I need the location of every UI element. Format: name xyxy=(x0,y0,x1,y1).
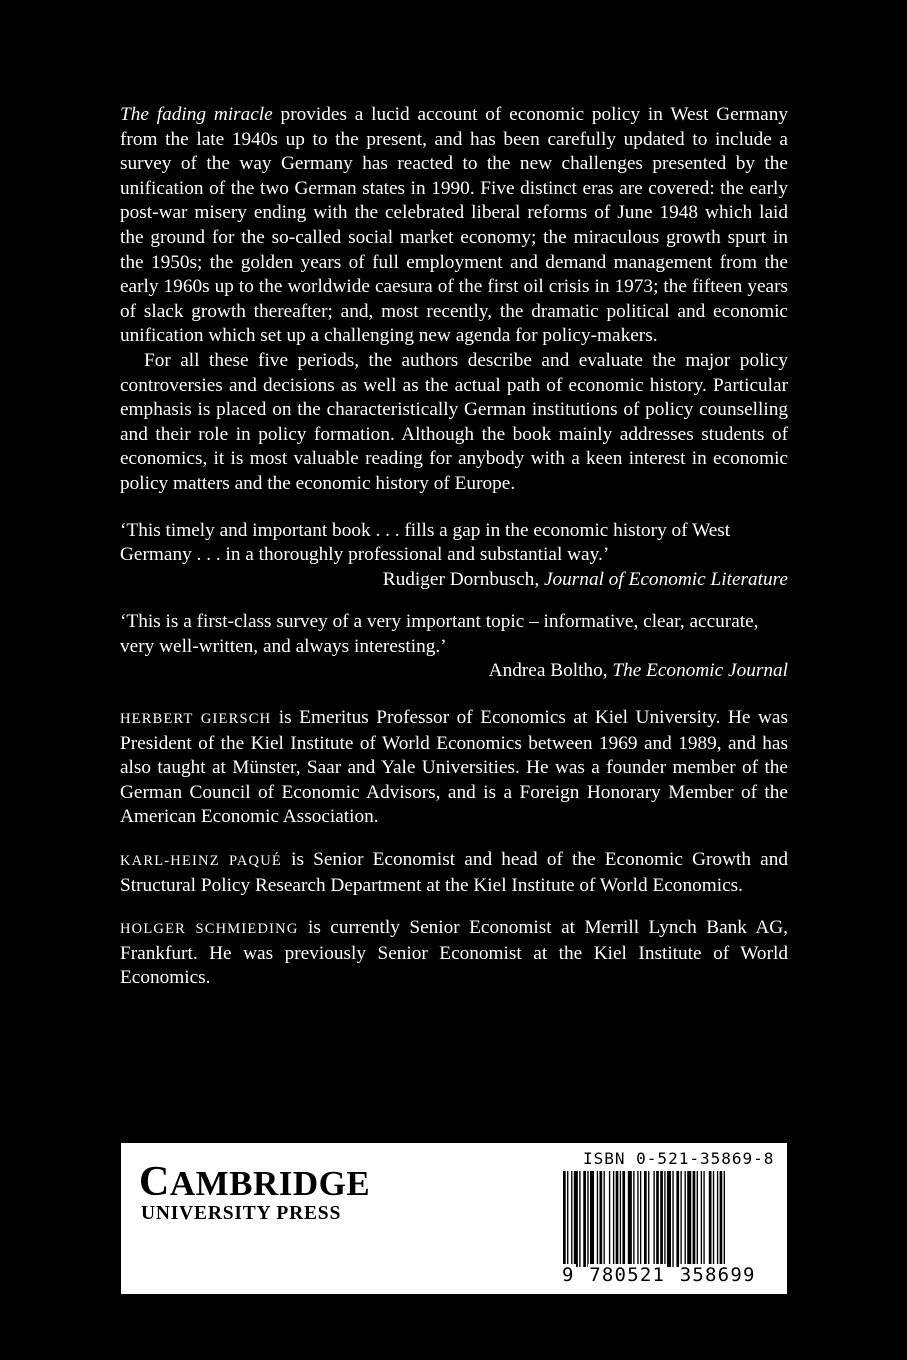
barcode-bar xyxy=(717,1171,718,1267)
barcode-bar xyxy=(609,1171,610,1267)
barcode-bar xyxy=(724,1171,725,1267)
review-attribution xyxy=(120,659,788,684)
barcode-bar xyxy=(703,1171,704,1267)
barcode-bar xyxy=(676,1171,679,1267)
barcode-bar xyxy=(637,1171,638,1267)
barcode-bar xyxy=(713,1171,714,1267)
publisher-panel xyxy=(121,1143,787,1294)
publisher-name xyxy=(139,1159,371,1205)
barcode-bar xyxy=(574,1171,578,1267)
barcode-bar xyxy=(693,1171,696,1267)
barcode-bar xyxy=(628,1171,632,1267)
barcode-bar xyxy=(656,1171,659,1267)
barcode-bar xyxy=(579,1171,580,1267)
blurb-paragraph-1 xyxy=(120,103,788,349)
barcode-bar xyxy=(599,1171,602,1267)
publisher-subtitle: UNIVERSITY PRESS xyxy=(141,1203,342,1224)
barcode-bar xyxy=(604,1171,605,1267)
author-bio-text: is Senior Economist and head of the Economic Growth and Structural Policy Research Department at the Kiel Institute of World Economics. xyxy=(120,849,788,896)
barcode-bar xyxy=(709,1171,712,1267)
barcode-bar xyxy=(680,1171,681,1267)
author-name: HERBERT GIERSCH xyxy=(120,711,272,728)
barcode-bar xyxy=(720,1171,723,1267)
review-attribution xyxy=(120,568,788,593)
barcode-bar xyxy=(622,1171,625,1267)
blurb-paragraph-2: For all these five periods, the authors describe and evaluate the major policy controversies and decisions as well as the actual path of economic history. Particular emphasis is placed on the characteristically German institutions of policy counselling and their role in policy formation. Although the book mainly addresses students of economics, it is most valuable reading for anybody with a keen interest in economic policy matters and the economic history of Europe. xyxy=(120,349,788,494)
back-cover-text xyxy=(120,103,788,991)
review-1 xyxy=(120,519,788,593)
barcode-digits xyxy=(561,1264,757,1286)
author-name: KARL-HEINZ PAQUÉ xyxy=(120,853,282,870)
review-2 xyxy=(120,610,788,684)
publisher-name-initial: C xyxy=(139,1159,170,1205)
barcode-bar xyxy=(563,1171,566,1267)
barcode-bar xyxy=(587,1171,588,1267)
barcode-bar xyxy=(667,1171,671,1267)
barcode-bar xyxy=(653,1171,654,1267)
barcode-digit-first: 9 xyxy=(562,1264,575,1286)
review-source: The Economic Journal xyxy=(612,660,788,682)
barcode-bar xyxy=(672,1171,673,1267)
barcode-bar xyxy=(616,1171,619,1267)
barcode-bar xyxy=(701,1171,702,1267)
blurb-paragraph-1-text: provides a lucid account of economic policy in West Germany from the late 1940s up to the present, and has been carefully updated to include a survey of the way Germany has reacted to the new challenges presented by the unification of the two German states in 1990. Five distinct eras are covered: the early post-war misery ending with the celebrated liberal reforms of June 1948 which laid the ground for the so-called social market economy; the miraculous growth spurt in the 1950s; the golden years of full employment and demand management from the early 1960s up to the worldwide caesura of the first oil crisis in 1973; the fifteen years of slack growth thereafter; and, most recently, the dramatic political and economic unification which set up a challenging new agenda for policy-makers. xyxy=(120,104,788,347)
barcode-bar xyxy=(620,1171,621,1267)
barcode-digits-right: 358699 xyxy=(679,1264,756,1286)
isbn-label: ISBN 0-521-35869-8 xyxy=(583,1149,775,1168)
barcode-bar xyxy=(664,1171,665,1267)
barcode-bar xyxy=(571,1171,572,1267)
barcode-bar xyxy=(613,1171,614,1267)
barcode-bar xyxy=(567,1171,568,1267)
review-author: Andrea Boltho, xyxy=(488,660,613,682)
publisher-logo xyxy=(139,1159,371,1225)
barcode-bar xyxy=(660,1171,663,1267)
author-name: HOLGER SCHMIEDING xyxy=(120,921,299,938)
review-source: Journal of Economic Literature xyxy=(543,568,788,590)
barcode-bar xyxy=(590,1171,594,1267)
book-title: The fading miracle xyxy=(120,104,273,125)
author-bio-2 xyxy=(120,848,788,898)
review-quote: ‘This is a first-class survey of a very important topic – informative, clear, accurate, very well-written, and always interesting.’ xyxy=(120,611,759,657)
barcode-bar xyxy=(697,1171,698,1267)
barcode-bar xyxy=(640,1171,641,1267)
review-quote: ‘This timely and important book . . . fills a gap in the economic history of West Germany . . . in a thoroughly professional and substantial way.’ xyxy=(120,519,731,566)
barcode-bar xyxy=(685,1171,686,1267)
barcode-bar xyxy=(633,1171,634,1267)
barcode-digits-left: 780521 xyxy=(589,1264,666,1286)
author-bio-text: is currently Senior Economist at Merrill Lynch Bank AG, Frankfurt. He was previously Senior Economist at the Kiel Institute of World Economics. xyxy=(120,917,788,989)
publisher-name-rest: AMBRIDGE xyxy=(169,1164,371,1203)
author-bio-1 xyxy=(120,706,788,830)
barcode-bar xyxy=(583,1171,586,1267)
review-author: Rudiger Dornbusch, xyxy=(382,568,544,590)
barcode-bar xyxy=(687,1171,691,1267)
author-bio-text: is Emeritus Professor of Economics at Kiel University. He was President of the Kiel Institute of World Economics between 1969 and 1989, and has also taught at Münster, Saar and Yale Universities. He was a founder member of the German Council of Economic Advisors, and is a Foreign Honorary Member of the American Economic Association. xyxy=(120,707,788,828)
barcode-bar xyxy=(644,1171,647,1267)
author-bio-3 xyxy=(120,916,788,991)
barcode-bar xyxy=(648,1171,649,1267)
barcode-bar xyxy=(597,1171,598,1267)
